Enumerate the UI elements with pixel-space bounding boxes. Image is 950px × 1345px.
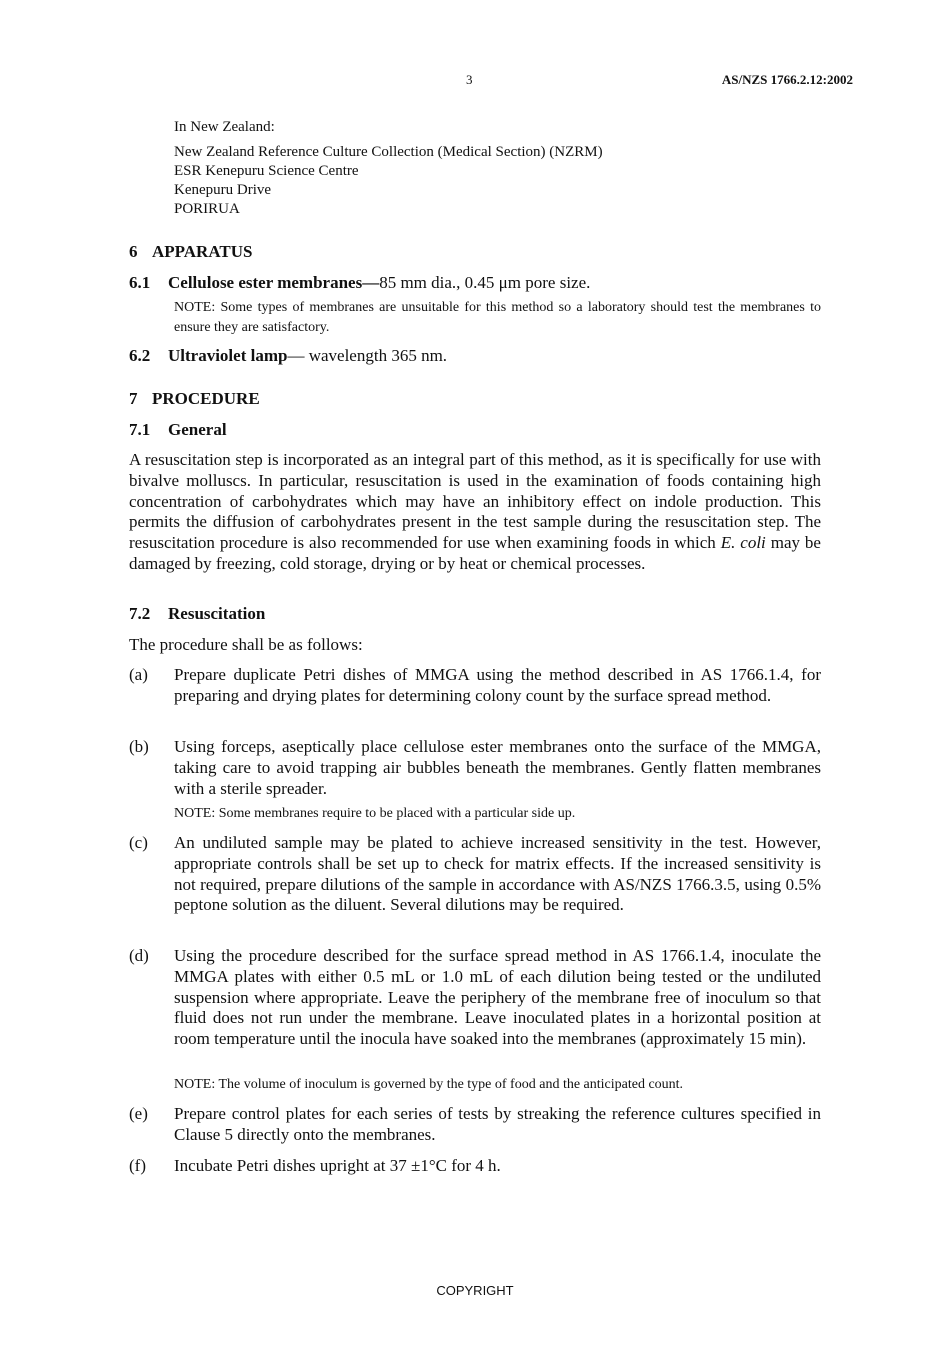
list-item-text: An undiluted sample may be plated to achieve increased sensitivity in the test. However, appropriate controls shall be set up to check for matrix effects. If the increased sensitivity is not required, prepare dilutions of the sample in accordance with AS/NZS 1766.3.5, using 0.5% peptone solution as the diluent. Several dilutions may be required. [174,833,821,915]
page-number: 3 [466,72,473,87]
section-6-heading [129,242,252,262]
list-item-text: Using forceps, aseptically place cellulose ester membranes onto the surface of the MMGA, taking care to avoid trapping air bubbles beneath the membranes. Gently flatten membranes with a sterile spreader. [174,737,821,798]
contact-block [174,118,774,219]
list-item-text: Incubate Petri dishes upright at 37 ±1°C for 4 h. [174,1156,501,1175]
list-item-label: (d) [129,946,149,965]
clause-text: 85 mm dia., 0.45 μm pore size. [379,273,591,292]
general-text-end: may be damaged by freezing, cold storage, drying or by heat or chemical processes. [129,533,821,573]
list-item-label: (a) [129,665,148,684]
clause-number: 7.1 [129,420,151,439]
clause-text: — wavelength 365 nm. [287,346,448,365]
section-title: PROCEDURE [152,389,260,408]
section-number: 6 [129,242,138,261]
list-item-text: Using the procedure described for the surface spread method in AS 1766.1.4, inoculate the MMGA plates with either 0.5 mL or 1.0 mL of each dilution being tested or the undiluted suspension where appropriate. Leave the periphery of the membrane free of inoculum so that fluid does not run under the membrane. Leave inoculated plates in a horizontal position at room temperature until the inocula have soaked into the membranes (approximately 15 min). [174,946,821,1049]
clause-number: 7.2 [129,604,151,623]
clause-term: Cellulose ester membranes— [168,273,380,292]
general-text: A resuscitation step is incorporated as an integral part of this method, as it is specifically for use with bivalve molluscs. In particular, resuscitation is used in the examination of foods containing high concentration of carbohydrates which may have an inhibitory effect on indole production. This permits the diffusion of carbohydrates present in the test sample during the resuscitation step. The resuscitation procedure is also recommended for use when examining foods in which [129,450,821,553]
clause-title: General [168,420,227,439]
section-number: 7 [129,389,138,408]
contact-intro: In New Zealand: [174,119,275,135]
clause-term: Ultraviolet lamp [168,346,288,365]
contact-line: ESR Kenepuru Science Centre [174,163,359,179]
standard-reference: AS/NZS 1766.2.12:2002 [721,72,853,87]
clause-7-2-heading [129,604,265,624]
clause-number: 6.1 [129,273,151,292]
list-item-text: Prepare control plates for each series of tests by streaking the reference cultures specified in Clause 5 directly onto the membranes. [174,1104,821,1144]
note-item-d: NOTE: The volume of inoculum is governed by the type of food and the anticipated count. [174,1077,684,1092]
list-item-label: (c) [129,833,148,852]
clause-title: Resuscitation [168,604,266,623]
list-item-text: Prepare duplicate Petri dishes of MMGA using the method described in AS 1766.1.4, for preparing and drying plates for determining colony count by the surface spread method. [174,665,821,705]
contact-line: PORIRUA [174,201,240,217]
clause-number: 6.2 [129,346,151,365]
general-paragraph [129,450,821,575]
list-item-label: (f) [129,1156,146,1175]
clause-6-2 [129,346,821,366]
contact-line: New Zealand Reference Culture Collection (Medical Section) (NZRM) [174,144,603,160]
copyright-footer: COPYRIGHT [436,1283,514,1298]
clause-7-1-heading [129,420,227,440]
organism-name: E. coli [720,533,766,553]
note-6-1: NOTE: Some types of membranes are unsuitable for this method so a laboratory should test the membranes to ensure they are satisfactory. [174,300,821,335]
procedure-intro: The procedure shall be as follows: [129,635,363,654]
list-item-label: (e) [129,1104,148,1123]
list-item-label: (b) [129,737,149,756]
clause-6-1 [129,273,821,293]
contact-line: Kenepuru Drive [174,182,272,198]
note-item-b: NOTE: Some membranes require to be placed with a particular side up. [174,806,576,821]
section-7-heading [129,389,260,409]
section-title: APPARATUS [152,242,253,261]
